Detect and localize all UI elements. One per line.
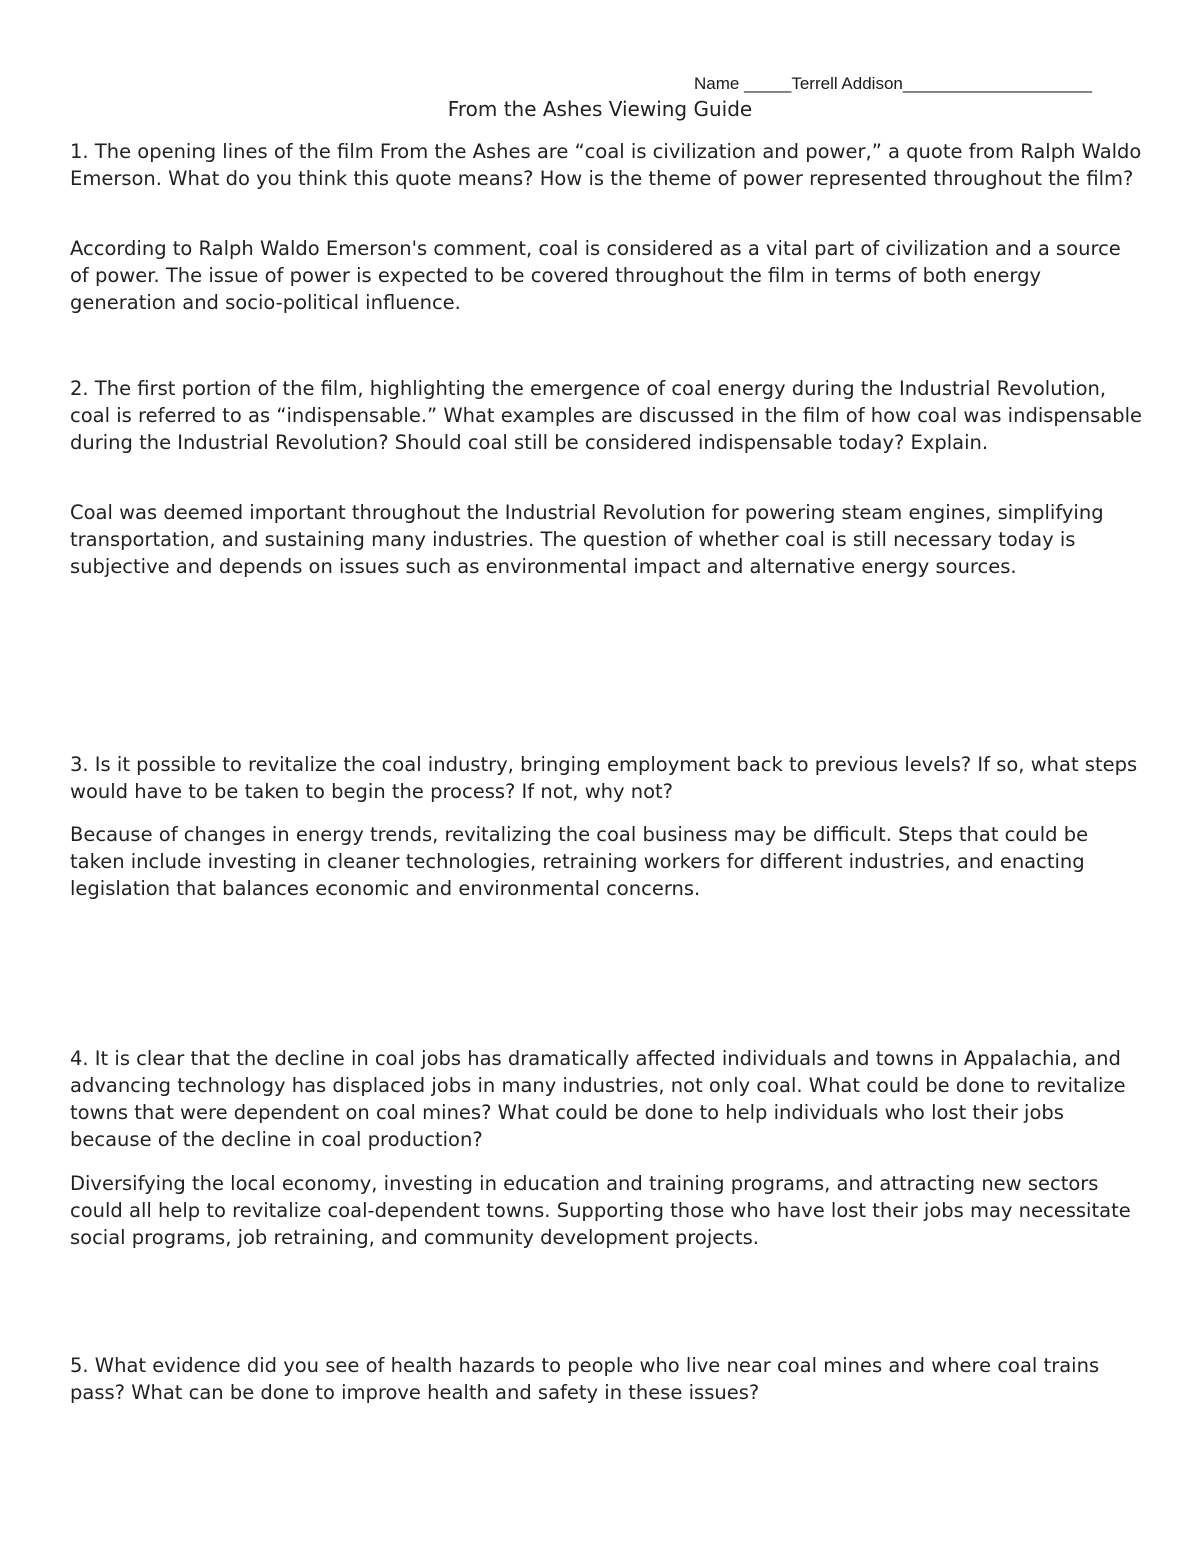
question-2: 2. The first portion of the film, highlighting the emergence of coal energy during the Industrial Revolution, coal is referred to as “indispensable.” What examples are discussed in the film of how coal was indispensable during the Industrial Revolution? Should coal still be considered indispensable today? Explain. (70, 377, 1143, 454)
question-3: 3. Is it possible to revitalize the coal industry, bringing employment back to previous levels? If so, what steps would have to be taken to begin the process? If not, why not? (70, 753, 1138, 803)
question-5: 5. What evidence did you see of health hazards to people who live near coal mines and where coal trains pass? What can be done to improve health and safety in these issues? (70, 1354, 1100, 1404)
page-title: From the Ashes Viewing Guide (447, 97, 753, 121)
answer-3: Because of changes in energy trends, revitalizing the coal business may be difficult. Steps that could be taken include investing in cleaner technologies, retraining workers for different industries, and enacting legislation that balances economic and environmental concerns. (70, 823, 1089, 900)
answer-4: Diversifying the local economy, investing in education and training programs, and attracting new sectors could all help to revitalize coal-dependent towns. Supporting those who have lost their jobs may necessitate social programs, job retraining, and community development projects. (70, 1172, 1131, 1249)
question-4: 4. It is clear that the decline in coal jobs has dramatically affected individuals and towns in Appalachia, and advancing technology has displaced jobs in many industries, not only coal. What could be done to revitalize towns that were dependent on coal mines? What could be done to help individuals who lost their jobs because of the decline in coal production? (70, 1047, 1126, 1151)
answer-2: Coal was deemed important throughout the Industrial Revolution for powering steam engines, simplifying transportation, and sustaining many industries. The question of whether coal is still necessary today is subjective and depends on issues such as environmental impact and alternative energy sources. (70, 501, 1104, 578)
name-line: Name _____Terrell Addison____________________ (694, 74, 1092, 93)
answer-1: According to Ralph Waldo Emerson's comment, coal is considered as a vital part of civilization and a source of power. The issue of power is expected to be covered throughout the film in terms of both energy generation and socio-political influence. (70, 237, 1121, 314)
question-1: 1. The opening lines of the film From the Ashes are “coal is civilization and power,” a quote from Ralph Waldo Emerson. What do you think this quote means? How is the theme of power represented throughout the film? (70, 140, 1142, 190)
